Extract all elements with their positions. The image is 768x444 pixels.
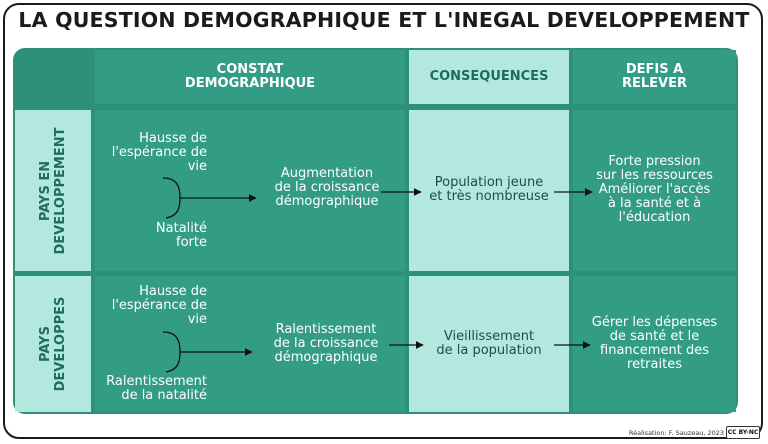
header-defis-line2: RELEVER xyxy=(621,76,687,91)
header-defis xyxy=(573,50,736,104)
page-title: LA QUESTION DEMOGRAPHIQUE ET L'INEGAL DEVELOPPEMENT xyxy=(18,8,750,32)
cause-esperance-developpes: Hausse de l'espérance de vie xyxy=(111,284,207,327)
header-consequences xyxy=(409,50,569,104)
consequence-developpes: Vieillissement de la population xyxy=(436,329,542,358)
header-constat-line2: DEMOGRAPHIQUE xyxy=(184,76,316,91)
cause-natalite-developpes: Ralentissement de la natalité xyxy=(106,374,207,403)
constat-developpes: Ralentissement de la croissance démographique xyxy=(273,322,379,365)
constat-developpement: Augmentation de la croissance démographique xyxy=(274,166,380,209)
row-label-developpement-line2: DEVELOPPEMENT xyxy=(53,127,68,254)
defis-developpement: Forte pression sur les ressources Améliorer l'accès à la santé et à l'éducation xyxy=(596,154,713,225)
header-consequences-label: CONSEQUENCES xyxy=(429,69,549,84)
license-badge: CC BY-NC xyxy=(726,426,760,439)
header-constat xyxy=(95,50,405,104)
cause-esperance-developpement: Hausse de l'espérance de vie xyxy=(111,131,207,174)
defis-developpes: Gérer les dépenses de santé et le financement des retraites xyxy=(591,315,718,372)
header-constat-line1: CONSTAT xyxy=(216,62,284,77)
row-label-developpes xyxy=(15,276,91,412)
consequence-developpement: Population jeune et très nombreuse xyxy=(429,175,549,204)
credit-text: Réalisation: F. Sauzeau, 2023 xyxy=(628,429,724,437)
row-label-developpes-line1: PAYS xyxy=(38,326,53,362)
row-label-developpement-line1: PAYS EN xyxy=(38,160,53,221)
row-label-developpes-line2: DEVELOPPES xyxy=(53,296,68,392)
row-label-developpement xyxy=(15,110,91,271)
header-defis-line1: DEFIS A xyxy=(625,62,684,77)
cause-natalite-developpement: Natalité forte xyxy=(155,221,207,250)
